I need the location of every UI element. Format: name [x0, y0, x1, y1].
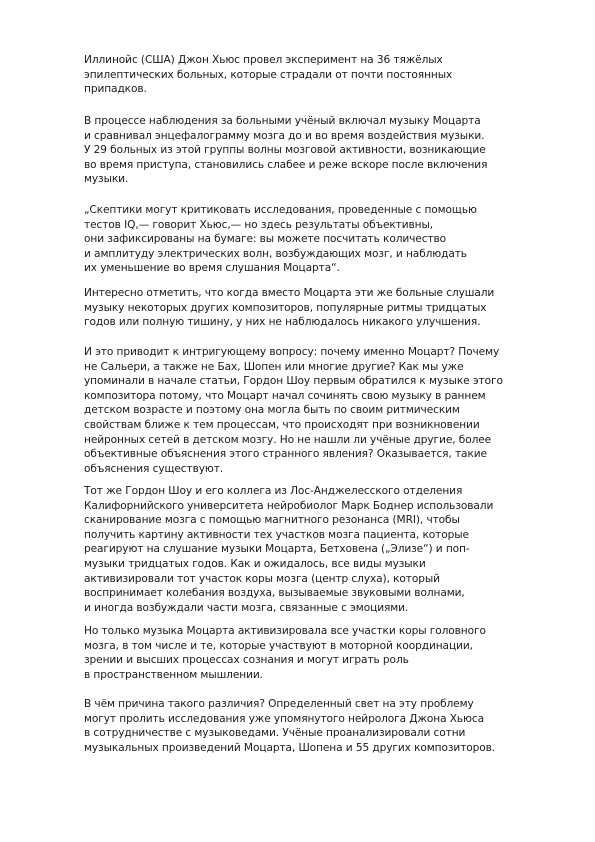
text-line: в пространственном мышлении. [84, 668, 263, 681]
text-line: получить картину активности тех участков мозга пациента, которые [84, 528, 469, 541]
text-line: мозга, в том числе и те, которые участвуют в моторной координации, [84, 639, 473, 652]
text-line: В процессе наблюдения за больными учёный включал музыку Моцарта [84, 115, 481, 127]
paragraph-3-quote [84, 203, 477, 276]
text-line: нейронных сетей в детском мозгу. Но не нашли ли учёные другие, более [84, 433, 492, 446]
text-line: музыки тридцатых годов. Как и ожидалось, все виды музыки [84, 557, 426, 570]
text-line: Калифорнийского университета нейробиолог Марк Боднер использовали [84, 499, 494, 512]
text-line: активизировали тот участок коры мозга (центр слуха), который [84, 572, 440, 585]
text-line: „Скептики могут критиковать исследования, проведенные с помощью [84, 204, 477, 216]
text-line: композитора потому, что Моцарт начал сочинять свою музыку в раннем [84, 389, 486, 402]
paragraph-4 [84, 286, 494, 330]
text-line: сканирование мозга с помощью магнитного резонанса (MRI), чтобы [84, 514, 460, 527]
paragraph-6 [84, 484, 493, 615]
text-line: годов или полную тишину, у них не наблюдалось никакого улучшения. [84, 316, 481, 329]
paragraph-7 [84, 624, 486, 682]
text-line: объективные объяснения этого странного явления? Оказывается, такие [84, 448, 487, 461]
text-line: реагируют на слушание музыки Моцарта, Бетховена („Элизе“) и поп- [84, 543, 470, 556]
text-line: и иногда возбуждали части мозга, связанные с эмоциями. [84, 601, 409, 614]
text-line: и амплитуду электрических волн, возбуждающих мозг, и наблюдать [84, 247, 467, 260]
text-line: в сотрудничестве с музыковедами. Учёные проанализировали сотни [84, 727, 466, 740]
text-line: воспринимает колебания воздуха, вызываемые звуковыми волнами, [84, 587, 465, 600]
text-line: детском возрасте и поэтому она могла быть по своим ритмическим [84, 404, 460, 417]
text-line: эпилептических больных, которые страдали от почти постоянных [84, 68, 453, 81]
text-line: свойствам ближе к тем процессам, что происходят при возникновении [84, 418, 480, 431]
paragraph-8 [84, 697, 495, 755]
text-line: У 29 больных из этой группы волны мозговой активности, возникающие [84, 144, 486, 157]
text-line: В чём причина такого различия? Определенный свет на эту проблему [84, 698, 474, 710]
text-line: Интересно отметить, что когда вместо Моцарта эти же больные слушали [84, 287, 495, 299]
text-line: они зафиксированы на бумаге: вы можете посчитать количество [84, 233, 447, 246]
text-line: не Сальери, а также не Бах, Шопен или многие другие? Как мы уже [84, 360, 464, 373]
text-line: упоминали в начале статьи, Гордон Шоу первым обратился к музыке этого [84, 375, 503, 388]
text-line: Но только музыка Моцарта активизировала все участки коры головного [84, 625, 486, 637]
text-line: музыкальных произведений Моцарта, Шопена и 55 других композиторов. [84, 741, 496, 754]
text-line: зрении и высших процессах сознания и могут играть роль [84, 654, 409, 667]
text-line: их уменьшение во время слушания Моцарта“. [84, 262, 340, 275]
text-line: Тот же Гордон Шоу и его коллега из Лос-Анджелесского отделения [84, 485, 463, 497]
text-line: И это приводит к интригующему вопросу: почему именно Моцарт? Почему [84, 346, 500, 358]
paragraph-1 [84, 53, 452, 97]
text-line: припадков. [84, 83, 147, 96]
paragraph-2 [84, 114, 487, 187]
text-line: могут пролить исследования уже упомянутого нейролога Джона Хьюса [84, 712, 484, 725]
paragraph-5 [84, 345, 503, 476]
text-line: тестов IQ,— говорит Хьюс,— но здесь результаты объективны, [84, 218, 434, 231]
text-line: во время приступа, становились слабее и реже вскоре после включения [84, 158, 488, 171]
text-line: музыку некоторых других композиторов, популярные ритмы тридцатых [84, 301, 487, 314]
text-line: музыки. [84, 173, 129, 186]
text-line: и сравнивал энцефалограмму мозга до и во время воздействия музыки. [84, 129, 485, 142]
text-line: объяснения существуют. [84, 462, 224, 475]
text-line: Иллинойс (США) Джон Хьюс провел эксперимент на 36 тяжёлых [84, 54, 443, 66]
